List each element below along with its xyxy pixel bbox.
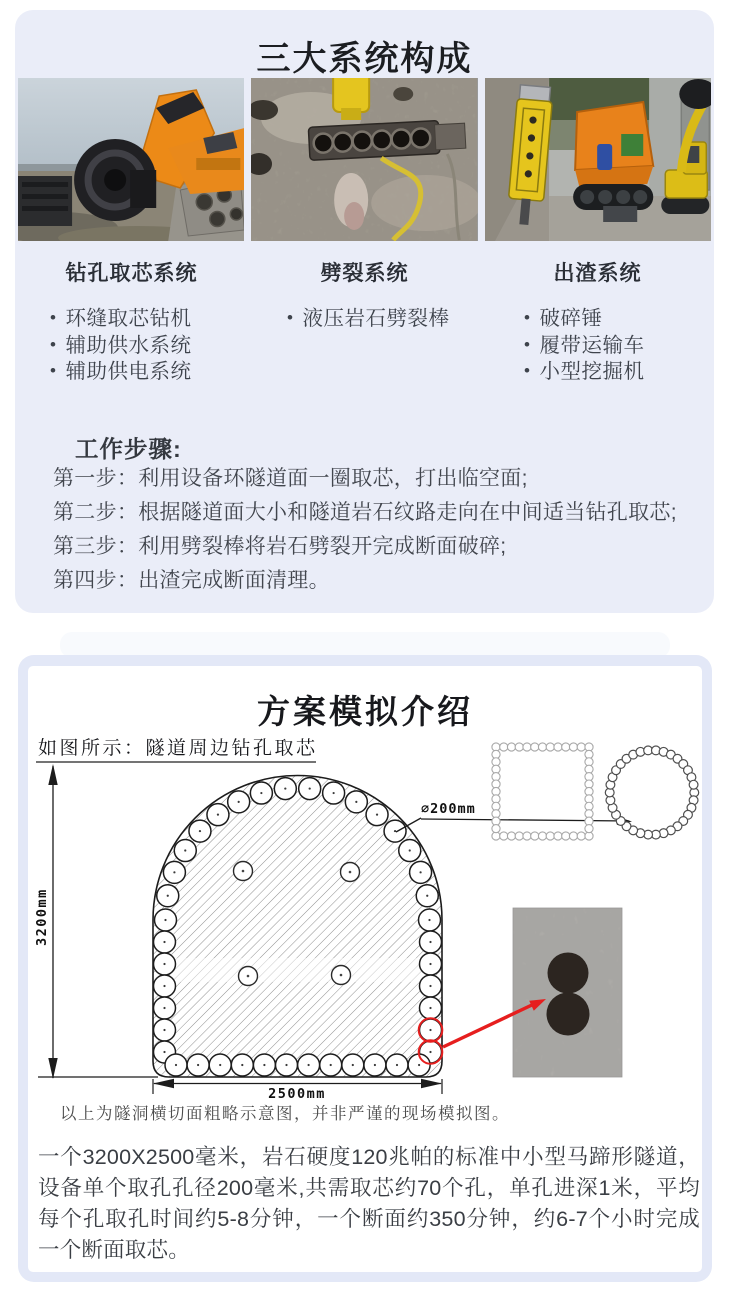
system-captions-row: [15, 257, 714, 287]
rock-splitter-photo: [251, 78, 477, 241]
diagram-caption: 以上为隧洞横切面粗略示意图，并非严谨的现场模拟图。: [60, 1104, 510, 1123]
list-item: • 破碎锤: [524, 306, 644, 333]
system-photos-row: [18, 78, 711, 241]
list-item: • 液压岩石劈裂棒: [287, 306, 449, 333]
system-caption-drilling: 钻孔取芯系统: [65, 262, 198, 285]
list-item: • 小型挖掘机: [524, 359, 644, 386]
width-dim-label: 2500mm: [268, 1086, 326, 1102]
square-pattern-diagram: [492, 743, 593, 840]
list-item: • 环缝取芯钻机: [50, 306, 191, 333]
core-drilling-machine-photo: [18, 78, 244, 241]
list-item: • 辅助供电系统: [50, 359, 191, 386]
system-caption-mucking: 出渣系统: [553, 262, 642, 285]
watermark-band: [170, 958, 436, 982]
slag-removal-photo: [485, 78, 711, 241]
work-steps-list: [53, 462, 677, 598]
height-dimension: [34, 764, 158, 1079]
crawler-dumper: [573, 102, 653, 222]
tunnel-cross-section-diagram: [30, 728, 700, 1130]
systems-card: [15, 10, 714, 613]
plan-title: 方案模拟介绍: [257, 693, 473, 730]
width-dimension: [153, 1079, 442, 1102]
drilling-system-bullets: [50, 306, 191, 386]
list-item: • 辅助供水系统: [50, 333, 191, 360]
mucking-system-bullets: [524, 306, 644, 386]
rock-core-photo: [513, 908, 622, 1077]
step-item: 第一步：利用设备环隧道面一圈取芯，打出临空面;: [53, 467, 528, 490]
systems-title: 三大系统构成: [256, 40, 473, 78]
list-item: • 履带运输车: [524, 333, 644, 360]
step-item: 第四步：出渣完成断面清理。: [53, 569, 330, 592]
hole-diameter-callout: [396, 801, 632, 832]
system-caption-splitting: 劈裂系统: [320, 262, 409, 285]
diagram-lead-label: 如图所示：隧道周边钻孔取芯: [38, 737, 318, 759]
step-item: 第二步：根据隧道面大小和隧道岩石纹路走向在中间适当钻孔取芯;: [53, 501, 677, 524]
plan-card: [18, 655, 712, 1282]
height-dim-label: 3200mm: [34, 888, 50, 946]
plan-description: 一个3200X2500毫米，岩石硬度120兆帕的标准中小型马蹄形隧道，设备单个取孔孔径200毫米,共需取芯约70个孔，单孔进深1米，平均每个孔取孔时间约5-8分钟，一个断面约350分钟，约6-7个小时完成一个断面取芯。: [38, 1145, 700, 1262]
hole-dim-label: ∅200mm: [421, 801, 476, 817]
splitting-system-bullets: [287, 306, 449, 333]
work-steps-heading: 工作步骤:: [75, 436, 182, 462]
ring-pattern-diagram: [605, 746, 698, 839]
step-item: 第三步：利用劈裂棒将岩石劈裂开完成断面破碎;: [53, 535, 507, 558]
